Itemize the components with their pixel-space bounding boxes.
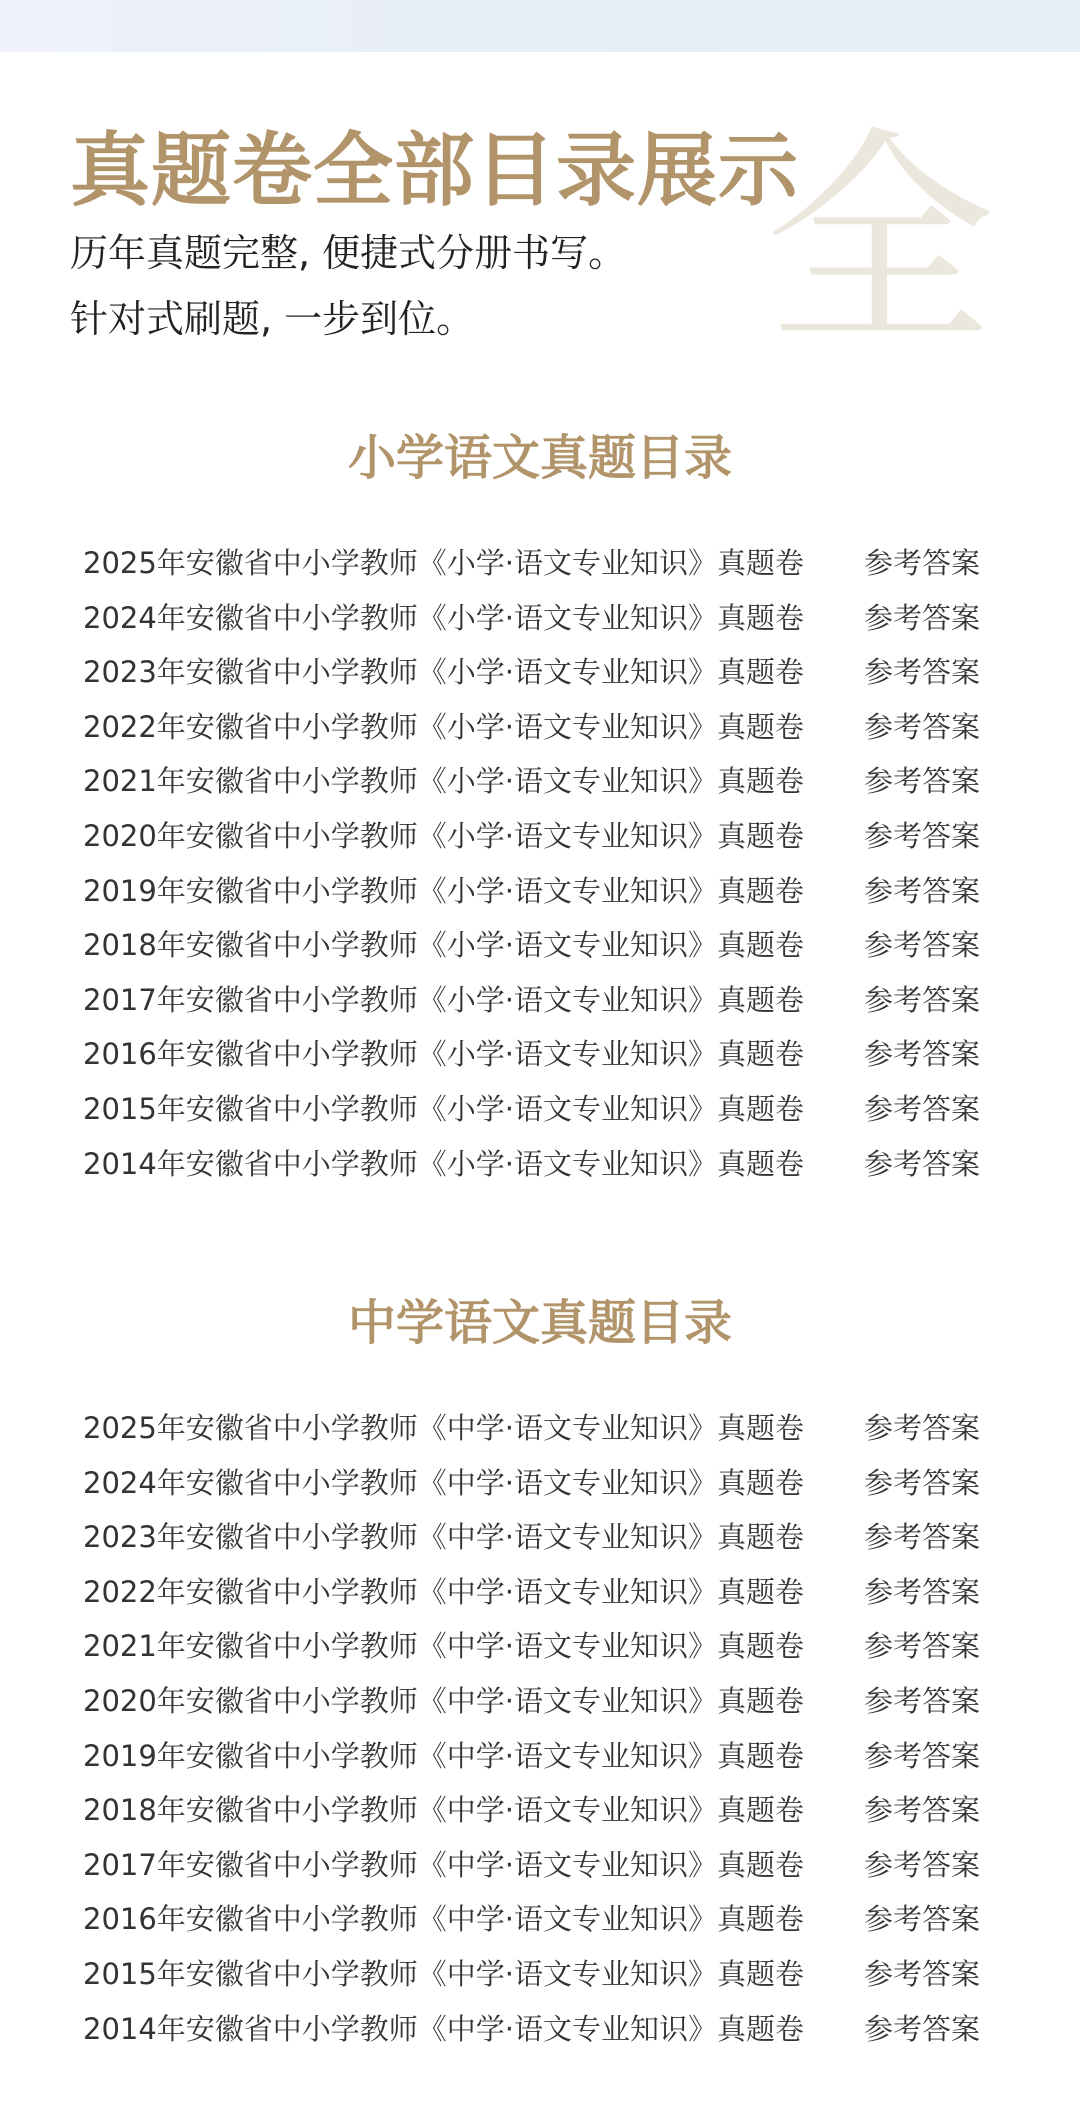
- section-title-primary: 小学语文真题目录: [347, 430, 732, 486]
- exam-paper-title: 2023年安徽省中小学教师《小学·语文专业知识》真题卷: [83, 655, 805, 690]
- reference-answer-label: 参考答案: [864, 1574, 981, 1609]
- section-title-secondary: 中学语文真题目录: [347, 1295, 732, 1351]
- reference-answer-label: 参考答案: [864, 1738, 981, 1773]
- catalog-list-primary: [0, 536, 1080, 1191]
- reference-answer-label: 参考答案: [864, 2011, 981, 2046]
- exam-paper-title: 2014年安徽省中小学教师《中学·语文专业知识》真题卷: [83, 2011, 805, 2046]
- exam-paper-title: 2020年安徽省中小学教师《小学·语文专业知识》真题卷: [83, 818, 805, 853]
- reference-answer-label: 参考答案: [864, 1520, 981, 1555]
- catalog-row[interactable]: [0, 973, 1080, 1028]
- exam-paper-title: 2019年安徽省中小学教师《小学·语文专业知识》真题卷: [83, 873, 805, 908]
- catalog-row[interactable]: [0, 1619, 1080, 1674]
- exam-paper-title: 2024年安徽省中小学教师《中学·语文专业知识》真题卷: [83, 1465, 805, 1500]
- exam-paper-title: 2018年安徽省中小学教师《中学·语文专业知识》真题卷: [83, 1793, 805, 1828]
- reference-answer-label: 参考答案: [864, 873, 981, 908]
- catalog-row[interactable]: [0, 1947, 1080, 2002]
- catalog-row[interactable]: [0, 1401, 1080, 1456]
- exam-paper-title: 2018年安徽省中小学教师《小学·语文专业知识》真题卷: [83, 928, 805, 963]
- reference-answer-label: 参考答案: [864, 1411, 981, 1445]
- exam-paper-title: 2022年安徽省中小学教师《中学·语文专业知识》真题卷: [83, 1574, 805, 1609]
- exam-paper-title: 2023年安徽省中小学教师《中学·语文专业知识》真题卷: [83, 1520, 805, 1555]
- catalog-row[interactable]: [0, 1783, 1080, 1838]
- exam-paper-title: 2020年安徽省中小学教师《中学·语文专业知识》真题卷: [83, 1683, 805, 1718]
- catalog-row[interactable]: [0, 864, 1080, 919]
- catalog-row[interactable]: [0, 2002, 1080, 2057]
- reference-answer-label: 参考答案: [864, 546, 981, 580]
- reference-answer-label: 参考答案: [864, 982, 981, 1017]
- catalog-row[interactable]: [0, 1838, 1080, 1893]
- reference-answer-label: 参考答案: [864, 928, 981, 963]
- exam-paper-title: 2015年安徽省中小学教师《中学·语文专业知识》真题卷: [83, 1956, 805, 1991]
- catalog-row[interactable]: [0, 1082, 1080, 1137]
- exam-paper-title: 2015年安徽省中小学教师《小学·语文专业知识》真题卷: [83, 1091, 805, 1126]
- subtitle-line-1: 历年真题完整, 便捷式分册书写。: [70, 231, 627, 275]
- reference-answer-label: 参考答案: [864, 1146, 981, 1181]
- catalog-row[interactable]: [0, 1565, 1080, 1620]
- reference-answer-label: 参考答案: [864, 1956, 981, 1991]
- top-banner-band: [0, 0, 1080, 52]
- catalog-row[interactable]: [0, 645, 1080, 700]
- reference-answer-label: 参考答案: [864, 818, 981, 853]
- catalog-row[interactable]: [0, 1137, 1080, 1192]
- catalog-row[interactable]: [0, 536, 1080, 591]
- catalog-row[interactable]: [0, 700, 1080, 755]
- exam-paper-title: 2017年安徽省中小学教师《中学·语文专业知识》真题卷: [83, 1847, 805, 1882]
- reference-answer-label: 参考答案: [864, 1683, 981, 1718]
- catalog-row[interactable]: [0, 1027, 1080, 1082]
- reference-answer-label: 参考答案: [864, 1037, 981, 1072]
- page-title: 真题卷全部目录展示: [70, 123, 799, 217]
- reference-answer-label: 参考答案: [864, 1465, 981, 1500]
- catalog-row[interactable]: [0, 754, 1080, 809]
- reference-answer-label: 参考答案: [864, 1847, 981, 1882]
- catalog-row[interactable]: [0, 809, 1080, 864]
- catalog-row[interactable]: [0, 1674, 1080, 1729]
- reference-answer-label: 参考答案: [864, 1902, 981, 1937]
- catalog-row[interactable]: [0, 1510, 1080, 1565]
- reference-answer-label: 参考答案: [864, 1629, 981, 1664]
- reference-answer-label: 参考答案: [864, 1793, 981, 1828]
- reference-answer-label: 参考答案: [864, 764, 981, 799]
- catalog-list-secondary: [0, 1401, 1080, 2056]
- exam-paper-title: 2017年安徽省中小学教师《小学·语文专业知识》真题卷: [83, 982, 805, 1017]
- exam-paper-title: 2025年安徽省中小学教师《小学·语文专业知识》真题卷: [83, 546, 805, 580]
- reference-answer-label: 参考答案: [864, 1091, 981, 1126]
- reference-answer-label: 参考答案: [864, 709, 981, 744]
- exam-paper-title: 2021年安徽省中小学教师《中学·语文专业知识》真题卷: [83, 1629, 805, 1664]
- catalog-row[interactable]: [0, 918, 1080, 973]
- exam-paper-title: 2024年安徽省中小学教师《小学·语文专业知识》真题卷: [83, 600, 805, 635]
- exam-paper-title: 2021年安徽省中小学教师《小学·语文专业知识》真题卷: [83, 764, 805, 799]
- reference-answer-label: 参考答案: [864, 600, 981, 635]
- exam-paper-title: 2022年安徽省中小学教师《小学·语文专业知识》真题卷: [83, 709, 805, 744]
- exam-paper-title: 2019年安徽省中小学教师《中学·语文专业知识》真题卷: [83, 1738, 805, 1773]
- catalog-row[interactable]: [0, 1892, 1080, 1947]
- subtitle-line-2: 针对式刷题, 一步到位。: [70, 297, 475, 341]
- exam-paper-title: 2016年安徽省中小学教师《中学·语文专业知识》真题卷: [83, 1902, 805, 1937]
- catalog-row[interactable]: [0, 591, 1080, 646]
- exam-paper-title: 2016年安徽省中小学教师《小学·语文专业知识》真题卷: [83, 1037, 805, 1072]
- exam-paper-title: 2025年安徽省中小学教师《中学·语文专业知识》真题卷: [83, 1411, 805, 1445]
- exam-paper-title: 2014年安徽省中小学教师《小学·语文专业知识》真题卷: [83, 1146, 805, 1181]
- catalog-row[interactable]: [0, 1729, 1080, 1784]
- watermark-character: 全: [765, 109, 996, 376]
- catalog-row[interactable]: [0, 1456, 1080, 1511]
- reference-answer-label: 参考答案: [864, 655, 981, 690]
